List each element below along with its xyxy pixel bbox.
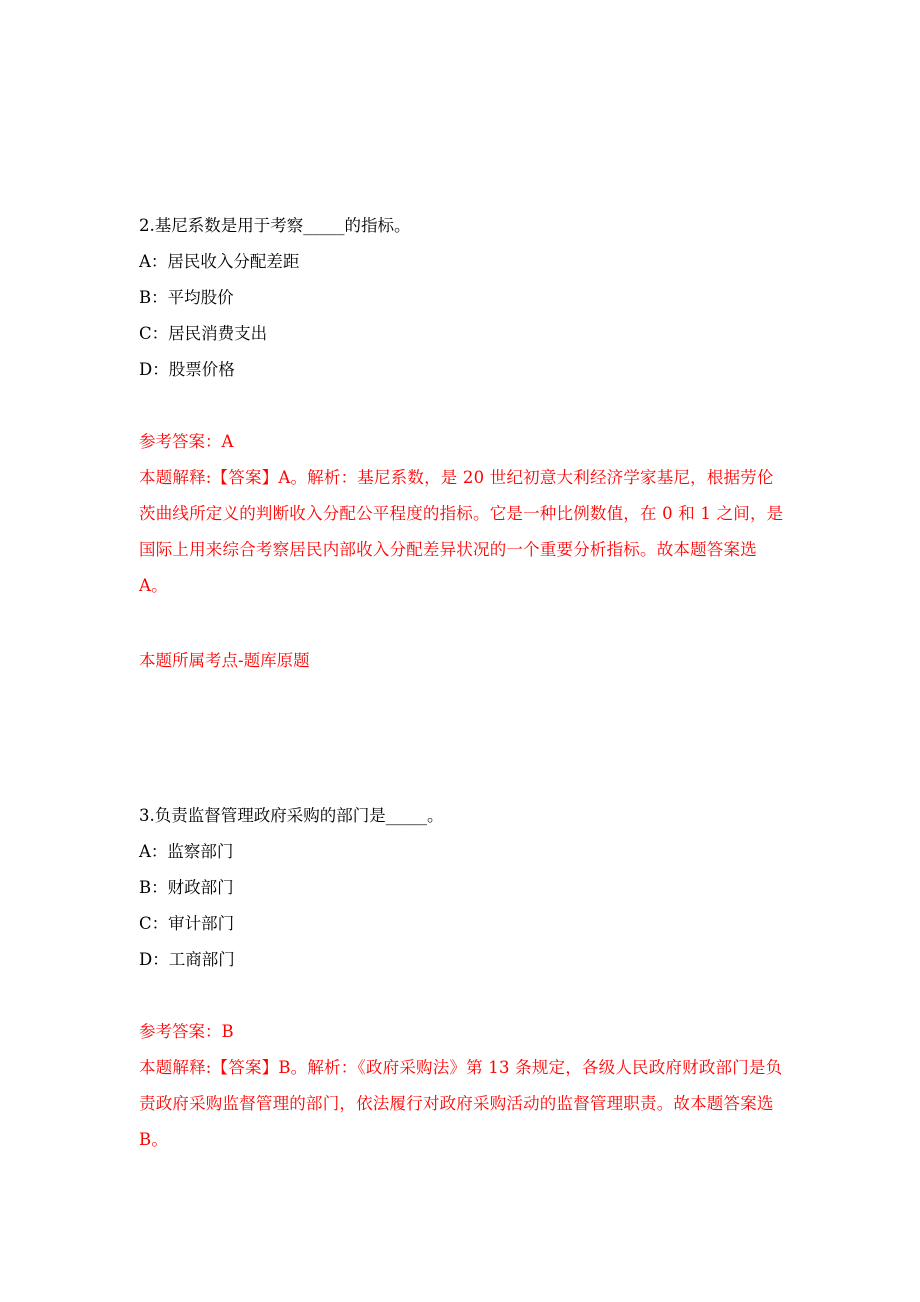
answer-explanation: 本题解释:【答案】A。解析：基尼系数，是 20 世纪初意大利经济学家基尼，根据劳伦茨曲线所定义的判断收入分配公平程度的指标。它是一种比例数值，在 0 和 1 之间，是国际上用来综合考察居民内部收入分配差异状况的一个重要分析指标。故本题答案选 A。 [139,468,784,595]
option-b: B：平均股价 [139,288,234,307]
reference-answer: 参考答案：A [139,432,234,451]
option-a: A：居民收入分配差距 [139,252,300,271]
question-block [139,798,789,1158]
option-d: D：股票价格 [139,360,235,379]
reference-answer: 参考答案：B [139,1022,234,1041]
option-b: B：财政部门 [139,878,234,897]
question-stem: 2.基尼系数是用于考察_____的指标。 [139,216,411,235]
answer-explanation: 本题解释:【答案】B。解析：《政府采购法》第 13 条规定，各级人民政府财政部门是负责政府采购监督管理的部门，依法履行对政府采购活动的监督管理职责。故本题答案选 B。 [139,1058,783,1149]
option-c: C：审计部门 [139,914,235,933]
option-d: D：工商部门 [139,950,235,969]
question-stem: 3.负责监督管理政府采购的部门是_____。 [139,806,444,825]
topic-note: 本题所属考点-题库原题 [139,651,310,670]
option-c: C：居民消费支出 [139,324,268,343]
question-block [139,208,789,604]
option-a: A：监察部门 [139,842,234,861]
